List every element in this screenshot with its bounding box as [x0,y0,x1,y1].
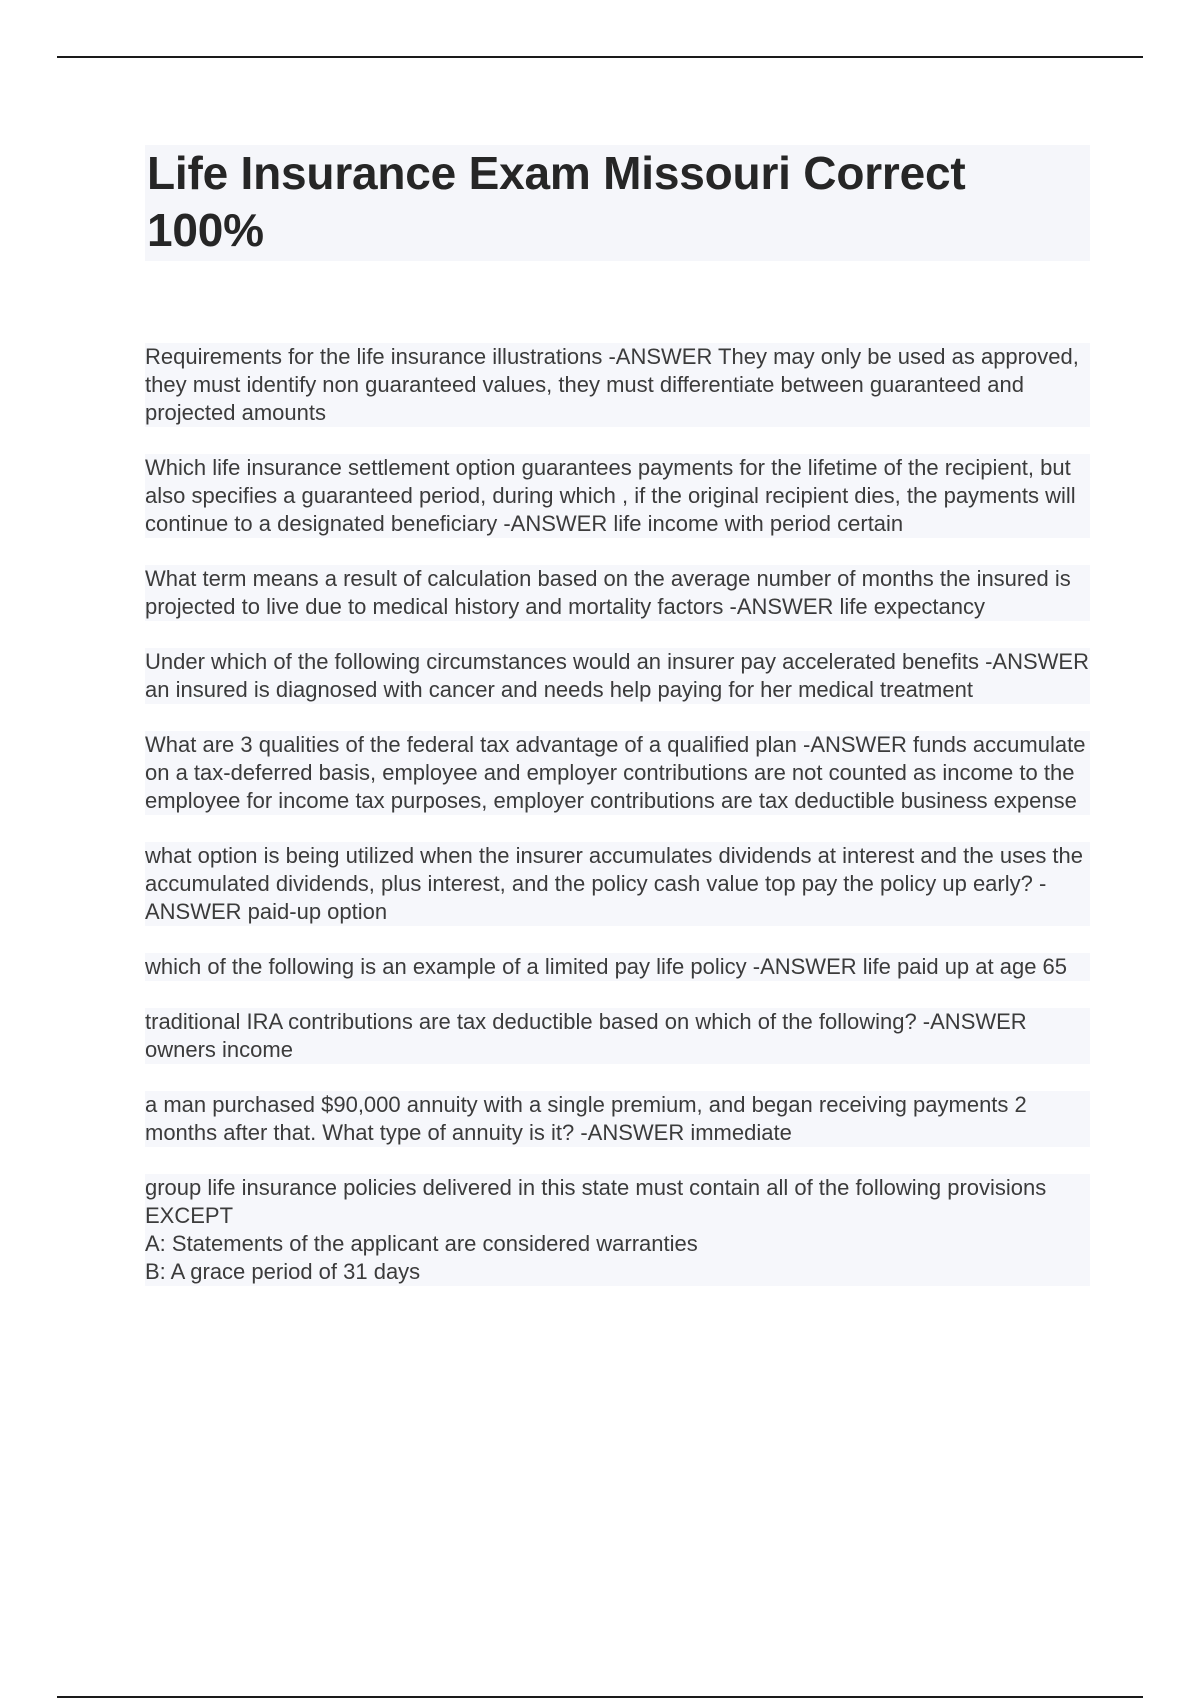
document-title: Life Insurance Exam Missouri Correct 100% [145,145,1090,261]
top-divider [57,56,1143,58]
qa-item: Under which of the following circumstances would an insurer pay accelerated benefits -ANSWER an insured is diagnosed with cancer and needs help paying for her medical treatment [145,649,1089,702]
qa-list [145,343,1090,1286]
qa-item: What term means a result of calculation based on the average number of months the insured is projected to live due to medical history and mortality factors -ANSWER life expectancy [145,565,1090,621]
qa-item: a man purchased $90,000 annuity with a single premium, and began receiving payments 2 months after that. What type of annuity is it? -ANSWER immediate [145,1091,1090,1147]
document-body [145,145,1090,1313]
qa-item: Requirements for the life insurance illustrations -ANSWER They may only be used as approved, they must identify non guaranteed values, they must differentiate between guaranteed and projected amounts [145,343,1090,427]
qa-item: traditional IRA contributions are tax deductible based on which of the following? -ANSWER owners income [145,1008,1090,1064]
bottom-divider [57,1696,1143,1698]
qa-item: what option is being utilized when the insurer accumulates dividends at interest and the uses the accumulated dividends, plus interest, and the policy cash value top pay the policy up early? -ANSWER paid-up option [145,842,1090,926]
qa-item: group life insurance policies delivered in this state must contain all of the following provisions EXCEPT A: Statements of the applicant are considered warranties B: A grace period of 31 days [145,1174,1090,1286]
qa-item: which of the following is an example of a limited pay life policy -ANSWER life paid up at age 65 [145,953,1090,981]
qa-item: What are 3 qualities of the federal tax advantage of a qualified plan -ANSWER funds accumulate on a tax-deferred basis, employee and employer contributions are not counted as income to the employee for income tax purposes, employer contributions are tax deductible business expense [145,731,1090,815]
qa-item: Which life insurance settlement option guarantees payments for the lifetime of the recipient, but also specifies a guaranteed period, during which , if the original recipient dies, the payments will continue to a designated beneficiary -ANSWER life income with period certain [145,454,1090,538]
